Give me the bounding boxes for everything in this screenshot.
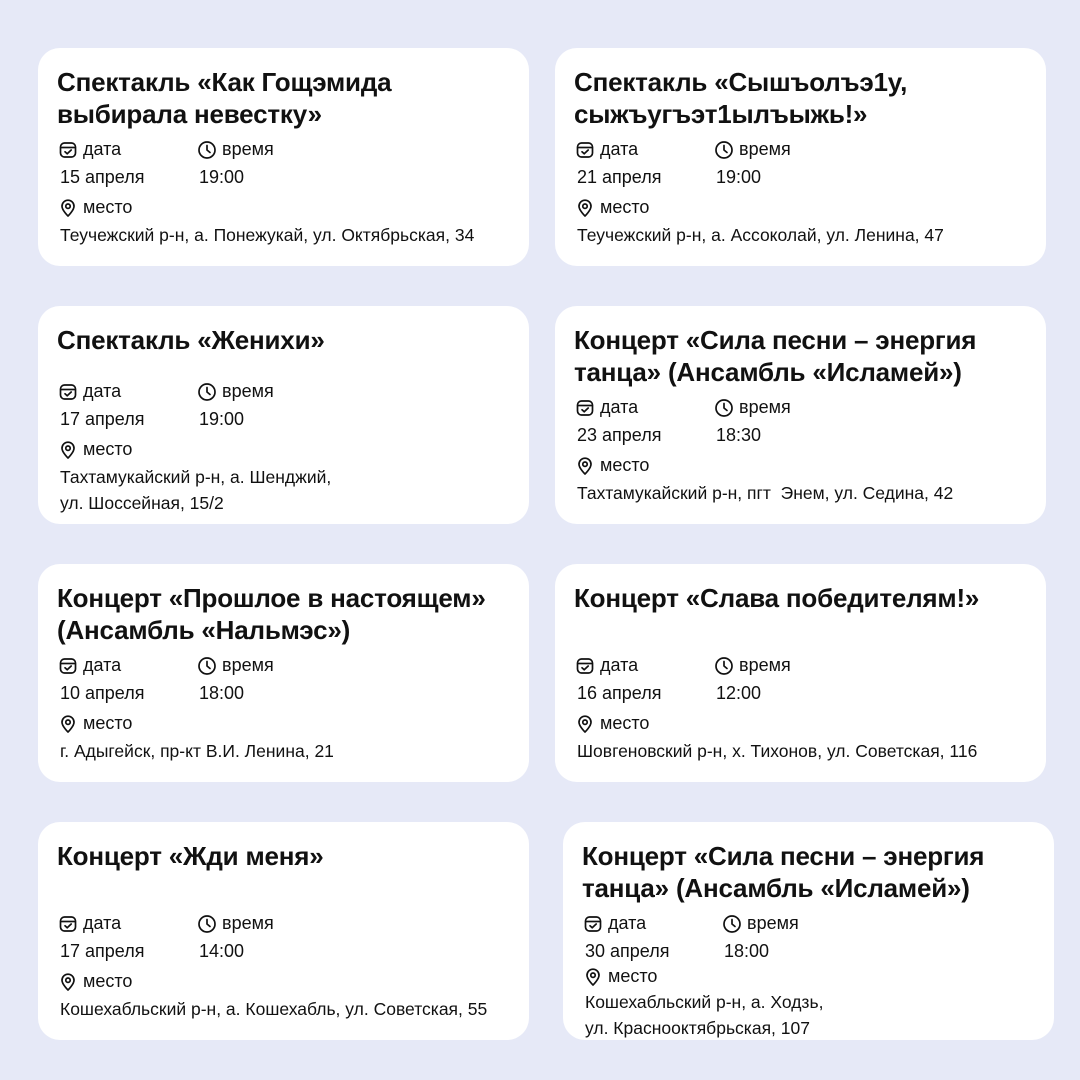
time-label: время xyxy=(222,381,274,401)
event-date: 10 апреля xyxy=(60,683,145,703)
event-place: Теучежский р-н, а. Ассоколай, ул. Ленина, 47 xyxy=(577,225,944,245)
location-pin-icon xyxy=(575,198,595,218)
date-label: дата xyxy=(83,381,122,401)
event-place: г. Адыгейск, пр-кт В.И. Ленина, 21 xyxy=(60,741,334,761)
clock-icon xyxy=(714,398,734,418)
event-card xyxy=(38,564,529,782)
event-date: 30 апреля xyxy=(585,941,670,961)
event-card xyxy=(563,822,1054,1040)
location-pin-icon xyxy=(575,456,595,476)
event-card xyxy=(555,306,1046,524)
place-label: место xyxy=(83,197,133,217)
location-pin-icon xyxy=(58,440,78,460)
place-label: место xyxy=(83,439,133,459)
clock-icon xyxy=(714,656,734,676)
date-label: дата xyxy=(83,139,122,159)
event-date: 16 апреля xyxy=(577,683,662,703)
calendar-check-icon xyxy=(583,914,603,934)
event-title: Концерт «Сила песни – энергия танца» (Ансамбль «Исламей») xyxy=(574,325,977,387)
time-label: время xyxy=(739,655,791,675)
location-pin-icon xyxy=(583,967,603,987)
event-title: Спектакль «Как Гощэмида выбирала невестку» xyxy=(57,67,392,129)
date-label: дата xyxy=(83,655,122,675)
place-label: место xyxy=(83,971,133,991)
event-title: Концерт «Жди меня» xyxy=(57,841,324,871)
location-pin-icon xyxy=(58,972,78,992)
date-label: дата xyxy=(608,913,647,933)
time-label: время xyxy=(222,655,274,675)
calendar-check-icon xyxy=(58,914,78,934)
event-time: 19:00 xyxy=(716,167,762,187)
event-card xyxy=(38,306,529,524)
event-title: Концерт «Слава победителям!» xyxy=(574,583,980,613)
event-time: 12:00 xyxy=(716,683,762,703)
date-label: дата xyxy=(83,913,122,933)
event-date: 15 апреля xyxy=(60,167,145,187)
date-label: дата xyxy=(600,655,639,675)
calendar-check-icon xyxy=(575,140,595,160)
event-place: Теучежский р-н, а. Понежукай, ул. Октябрьская, 34 xyxy=(60,225,475,245)
event-title: Спектакль «Сышъолъэ1у, сыжъугъэт1ылъыжь!» xyxy=(574,67,908,129)
time-label: время xyxy=(222,139,274,159)
time-label: время xyxy=(747,913,799,933)
event-date: 21 апреля xyxy=(577,167,662,187)
event-title: Спектакль «Женихи» xyxy=(57,325,325,355)
event-title: Концерт «Прошлое в настоящем» (Ансамбль «Нальмэс») xyxy=(57,583,486,645)
place-label: место xyxy=(608,966,658,986)
event-time: 19:00 xyxy=(199,409,245,429)
event-time: 18:00 xyxy=(199,683,245,703)
place-label: место xyxy=(600,197,650,217)
event-place: Тахтамукайский р-н, а. Шенджий, ул. Шоссейная, 15/2 xyxy=(60,467,332,513)
calendar-check-icon xyxy=(58,382,78,402)
time-label: время xyxy=(739,139,791,159)
clock-icon xyxy=(197,140,217,160)
clock-icon xyxy=(197,382,217,402)
location-pin-icon xyxy=(575,714,595,734)
event-time: 19:00 xyxy=(199,167,245,187)
event-date: 23 апреля xyxy=(577,425,662,445)
event-date: 17 апреля xyxy=(60,941,145,961)
calendar-check-icon xyxy=(575,398,595,418)
event-card xyxy=(555,564,1046,782)
event-place: Шовгеновский р-н, х. Тихонов, ул. Советская, 116 xyxy=(577,741,978,761)
event-place: Кошехабльский р-н, а. Кошехабль, ул. Советская, 55 xyxy=(60,999,488,1019)
calendar-check-icon xyxy=(575,656,595,676)
calendar-check-icon xyxy=(58,656,78,676)
calendar-check-icon xyxy=(58,140,78,160)
event-date: 17 апреля xyxy=(60,409,145,429)
clock-icon xyxy=(197,914,217,934)
event-time: 18:30 xyxy=(716,425,762,445)
event-title: Концерт «Сила песни – энергия танца» (Ансамбль «Исламей») xyxy=(582,841,985,903)
date-label: дата xyxy=(600,397,639,417)
event-place: Кошехабльский р-н, а. Ходзь, ул. Краснооктябрьская, 107 xyxy=(585,992,824,1038)
event-time: 18:00 xyxy=(724,941,770,961)
time-label: время xyxy=(739,397,791,417)
clock-icon xyxy=(197,656,217,676)
clock-icon xyxy=(722,914,742,934)
event-place: Тахтамукайский р-н, пгт Энем, ул. Седина, 42 xyxy=(577,483,954,503)
event-card xyxy=(38,48,529,266)
time-label: время xyxy=(222,913,274,933)
location-pin-icon xyxy=(58,714,78,734)
event-time: 14:00 xyxy=(199,941,245,961)
date-label: дата xyxy=(600,139,639,159)
place-label: место xyxy=(600,455,650,475)
place-label: место xyxy=(83,713,133,733)
event-card xyxy=(38,822,529,1040)
clock-icon xyxy=(714,140,734,160)
place-label: место xyxy=(600,713,650,733)
event-card xyxy=(555,48,1046,266)
location-pin-icon xyxy=(58,198,78,218)
